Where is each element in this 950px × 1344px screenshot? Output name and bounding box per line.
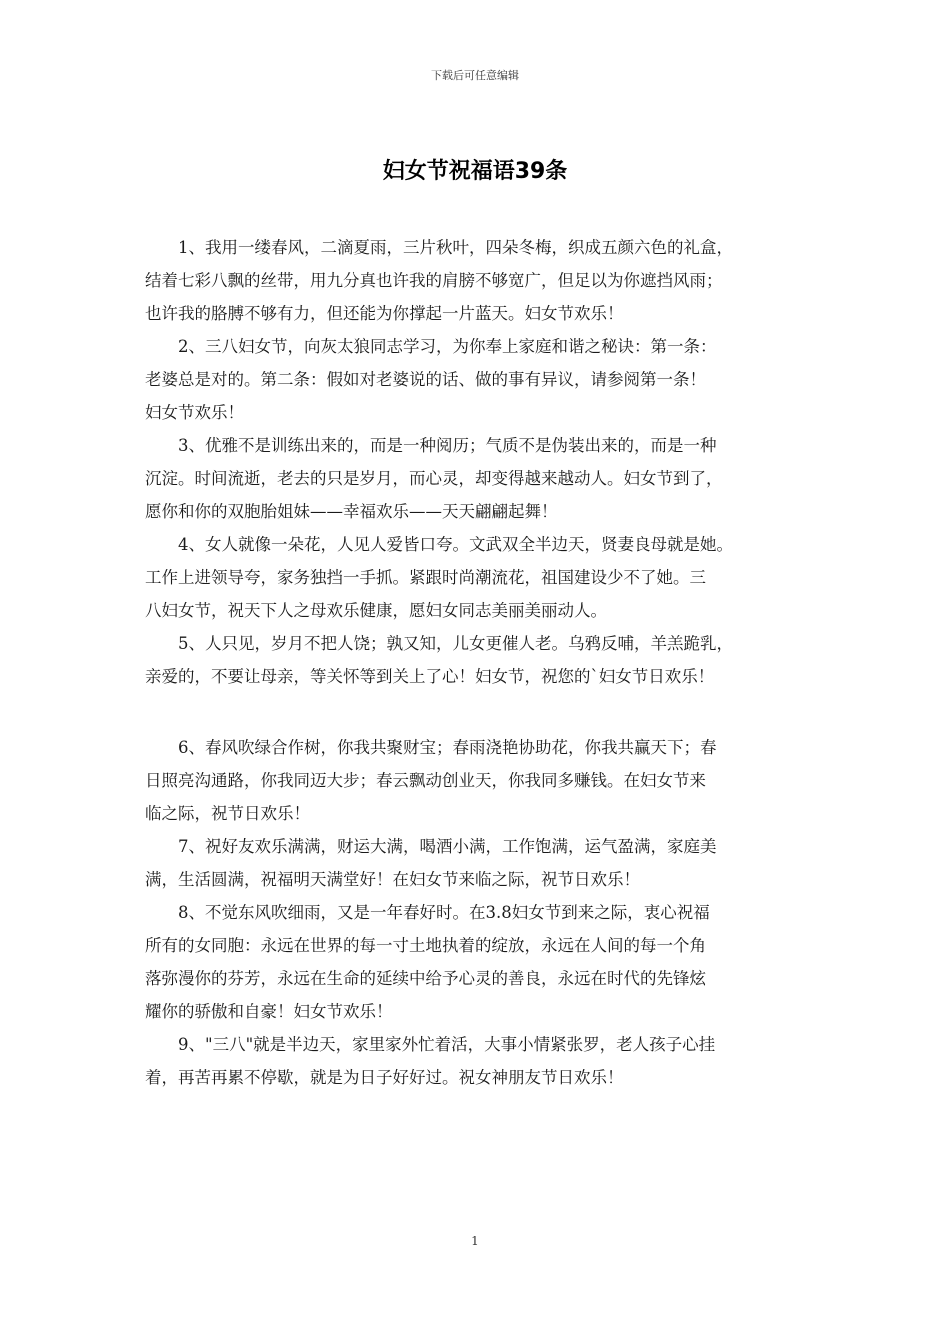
- paragraph-line: 7、祝好友欢乐满满，财运大满，喝酒小满，工作饱满，运气盈满，家庭美: [178, 837, 717, 856]
- paragraph-4: [145, 528, 811, 627]
- paragraph-6: [145, 731, 811, 830]
- paragraph-line: 日照亮沟通路，你我同迈大步；春云飘动创业天，你我同多赚钱。在妇女节来: [145, 771, 706, 790]
- paragraph-line: 结着七彩八飘的丝带，用九分真也许我的肩膀不够宽广，但足以为你遮挡风雨；: [145, 271, 723, 290]
- paragraph-line: 亲爱的，不要让母亲，等关怀等到关上了心！妇女节，祝您的`妇女节日欢乐！: [145, 667, 715, 686]
- paragraph-3: [145, 429, 811, 528]
- paragraph-8: [145, 896, 811, 1028]
- paragraph-line: 八妇女节，祝天下人之母欢乐健康，愿妇女同志美丽美丽动人。: [145, 601, 607, 620]
- paragraph-gap: [145, 693, 811, 731]
- paragraph-line: 3、优雅不是训练出来的，而是一种阅历；气质不是伪装出来的，而是一种: [178, 436, 717, 455]
- header-note: 下载后可任意编辑: [431, 69, 519, 82]
- paragraph-line: 6、春风吹绿合作树，你我共聚财宝；春雨浇艳协助花，你我共赢天下；春: [178, 738, 717, 757]
- paragraph-line: 2、三八妇女节，向灰太狼同志学习，为你奉上家庭和谐之秘诀：第一条：: [178, 337, 717, 356]
- paragraph-line: 落弥漫你的芬芳，永远在生命的延续中给予心灵的善良，永远在时代的先锋炫: [145, 969, 706, 988]
- document-body: [145, 231, 811, 1094]
- paragraph-line: 老婆总是对的。第二条：假如对老婆说的话、做的事有异议，请参阅第一条！: [145, 370, 706, 389]
- paragraph-7: [145, 830, 811, 896]
- paragraph-line: 4、女人就像一朵花，人见人爱皆口夸。文武双全半边天，贤妻良母就是她。: [178, 535, 733, 554]
- paragraph-2: [145, 330, 811, 429]
- paragraph-line: 临之际，祝节日欢乐！: [145, 804, 310, 823]
- paragraph-1: [145, 231, 811, 330]
- paragraph-line: 满，生活圆满，祝福明天满堂好！在妇女节来临之际，祝节日欢乐！: [145, 870, 640, 889]
- paragraph-line: 愿你和你的双胞胎姐妹——幸福欢乐——天天翩翩起舞！: [145, 502, 558, 521]
- paragraph-line: 5、人只见，岁月不把人饶；孰又知，儿女更催人老。乌鸦反哺，羊羔跪乳，: [178, 634, 733, 653]
- paragraph-line: 8、不觉东风吹细雨，又是一年春好时。在3.8妇女节到来之际，衷心祝福: [178, 903, 710, 922]
- paragraph-line: 着，再苦再累不停歇，就是为日子好好过。祝女神朋友节日欢乐！: [145, 1068, 624, 1087]
- paragraph-line: 妇女节欢乐！: [145, 403, 244, 422]
- paragraph-line: 9、"三八"就是半边天，家里家外忙着活，大事小情紧张罗，老人孩子心挂: [178, 1035, 716, 1054]
- paragraph-line: 沉淀。时间流逝，老去的只是岁月，而心灵，却变得越来越动人。妇女节到了，: [145, 469, 723, 488]
- document-title: 妇女节祝福语39条: [382, 159, 568, 184]
- paragraph-line: 所有的女同胞：永远在世界的每一寸土地执着的绽放，永远在人间的每一个角: [145, 936, 706, 955]
- paragraph-line: 耀你的骄傲和自豪！妇女节欢乐！: [145, 1002, 393, 1021]
- paragraph-5: [145, 627, 811, 693]
- page-number: 1: [471, 1234, 479, 1248]
- paragraph-line: 也许我的胳膊不够有力，但还能为你撑起一片蓝天。妇女节欢乐！: [145, 304, 624, 323]
- paragraph-line: 工作上进领导夸，家务独挡一手抓。紧跟时尚潮流花，祖国建设少不了她。三: [145, 568, 706, 587]
- paragraph-line: 1、我用一缕春风，二滴夏雨，三片秋叶，四朵冬梅，织成五颜六色的礼盒，: [178, 238, 733, 257]
- paragraph-9: [145, 1028, 811, 1094]
